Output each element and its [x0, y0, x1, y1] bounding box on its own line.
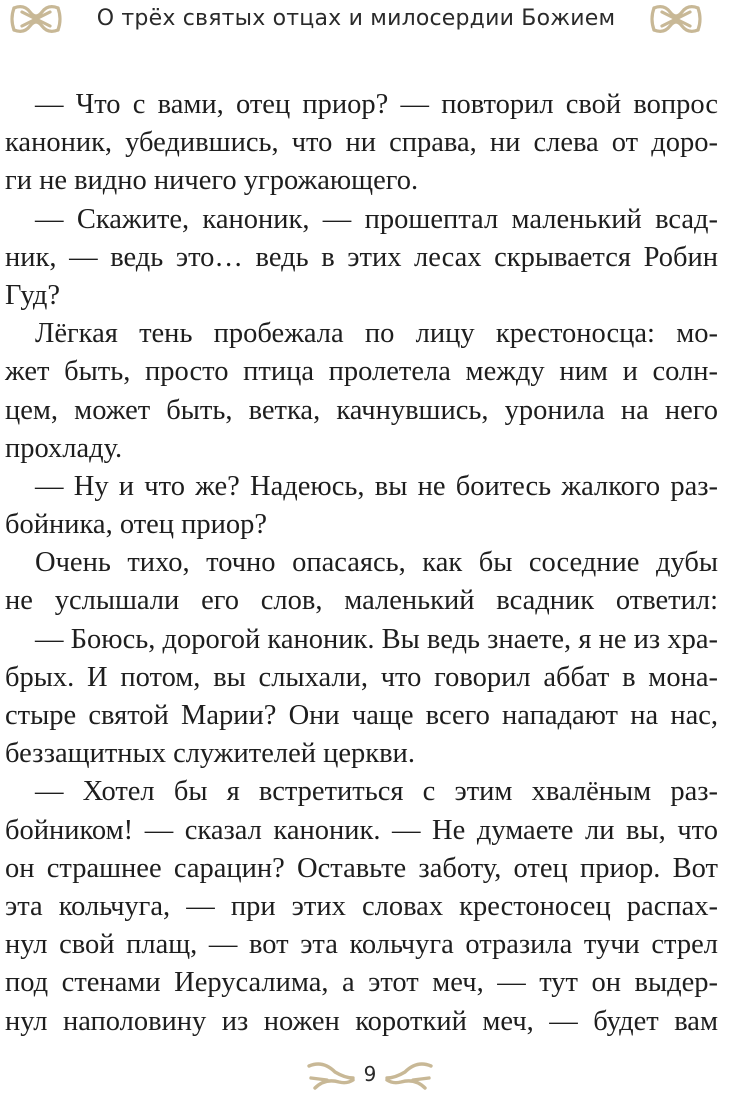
text-line: Лёгкая тень пробежала по лицу крестоносца: мо- — [35, 318, 718, 350]
text-line: беззащитных служителей церкви. — [5, 738, 415, 770]
text-line: бойником! — сказал каноник. — Не думаете ли вы, что — [5, 814, 718, 846]
text-line: ник, — ведь это… ведь в этих лесах скрывается Робин — [5, 241, 718, 273]
header-title: О трёх святых отцах и милосердии Божием — [96, 6, 616, 31]
text-line: он страшнее сарацин? Оставьте заботу, отец приор. Вот — [5, 852, 718, 884]
text-line: нул наполовину из ножен короткий меч, — будет вам — [5, 1005, 718, 1037]
text-line: — Скажите, каноник, — прошептал маленький всад- — [35, 203, 718, 235]
celtic-knot-right-icon — [648, 2, 704, 36]
page-number: 9 — [363, 1062, 377, 1086]
text-line: не услышали его слов, маленький всадник ответил: — [5, 585, 718, 617]
text-line: жет быть, просто птица пролетела между ним и солн- — [5, 356, 718, 388]
text-line: стыре святой Марии? Они чаще всего нападают на нас, — [5, 700, 718, 731]
text-line: — Ну и что же? Надеюсь, вы не боитесь жалкого раз- — [35, 470, 718, 502]
text-line: каноник, убедившись, что ни справа, ни слева от доро- — [5, 127, 718, 159]
body-text — [5, 86, 718, 1041]
page-footer — [300, 1056, 440, 1096]
text-line: Гуд? — [5, 279, 60, 311]
text-line: — Боюсь, дорогой каноник. Вы ведь знаете, я не из хра- — [35, 623, 718, 655]
text-line: прохладу. — [5, 432, 123, 464]
text-line: бойника, отец приор? — [5, 509, 268, 541]
text-line: ги не видно ничего угрожающего. — [5, 165, 419, 197]
text-line: цем, может быть, ветка, качнувшись, уронила на него — [5, 394, 718, 426]
leaf-ornament-right-icon — [385, 1058, 435, 1092]
text-line: — Хотел бы я встретиться с этим хвалёным раз- — [35, 776, 718, 808]
leaf-ornament-left-icon — [305, 1058, 355, 1092]
text-line: брых. И потом, вы слыхали, что говорил аббат в мона- — [5, 661, 718, 693]
text-line: Очень тихо, точно опасаясь, как бы соседние дубы — [35, 547, 718, 579]
celtic-knot-left-icon — [8, 2, 64, 36]
text-line: под стенами Иерусалима, а этот меч, — тут он выдер- — [5, 967, 718, 999]
text-line: эта кольчуга, — при этих словах крестоносец распах- — [5, 890, 718, 922]
text-line: нул свой плащ, — вот эта кольчуга отразила тучи стрел — [5, 929, 718, 961]
running-header — [0, 0, 750, 40]
text-line: — Что с вами, отец приор? — повторил свой вопрос — [35, 89, 718, 120]
